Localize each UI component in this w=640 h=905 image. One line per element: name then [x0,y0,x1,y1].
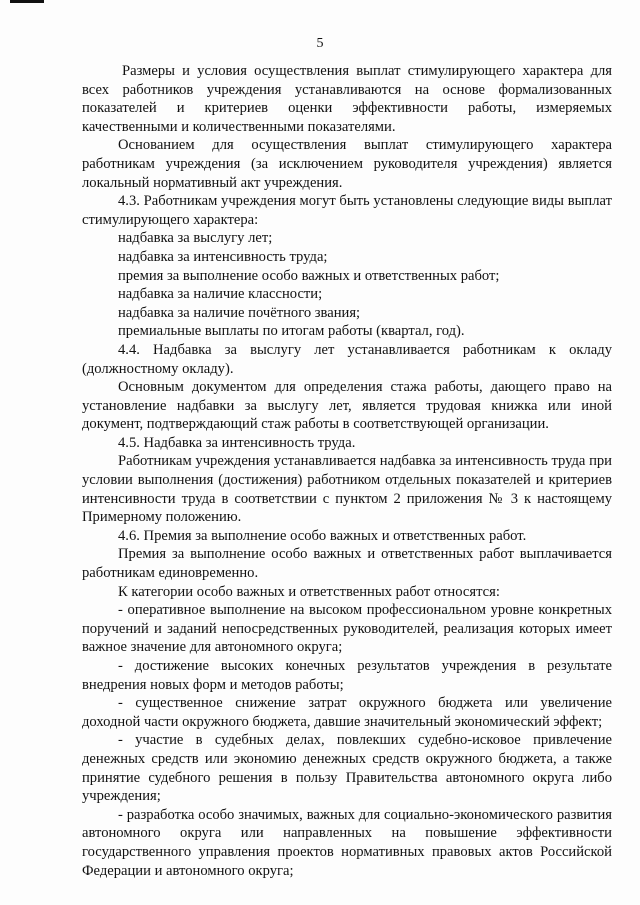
paragraph: 4.4. Надбавка за выслугу лет устанавливается работникам к окладу (должностному окладу). [82,341,612,377]
list-item: надбавка за интенсивность труда; [118,248,328,265]
paragraph: Премия за выполнение особо важных и ответственных работ выплачивается работникам единовременно. [82,546,612,582]
list-item: надбавка за наличие почётного звания; [118,304,361,321]
paragraph: 4.6. Премия за выполнение особо важных и ответственных работ. [118,527,527,544]
list-item: надбавка за наличие классности; [118,286,323,303]
paragraph: Размеры и условия осуществления выплат стимулирующего характера для всех работников учреждения устанавливаются на основе формализованных показателей и критериев оценки эффективности работы, измеряемых качественными и количественными показателями. [82,63,612,135]
scan-corner-mark [10,0,44,3]
paragraph: К категории особо важных и ответственных работ относятся: [118,583,500,600]
page-number: 5 [316,36,324,51]
paragraph: Работникам учреждения устанавливается надбавка за интенсивность труда при условии выполнения (достижения) работником отдельных показателей и критериев интенсивности труда в соответствии с пунктом 2 приложения № 3 к настоящему Примерному положению. [82,453,612,526]
list-item: - разработка особо значимых, важных для социально-экономического развития автономного округа или направленных на повышение эффективности государственного управления проектов нормативных правовых актов Российской Федерации и автономного округа; [82,806,612,879]
paragraph: 4.3. Работникам учреждения могут быть установлены следующие виды выплат стимулирующего характера: [82,193,612,228]
list-item: - существенное снижение затрат окружного бюджета или увеличение доходной части окружного бюджета, давшие значительный экономический эффект; [82,695,612,730]
list-item: - оперативное выполнение на высоком профессиональном уровне конкретных поручений и заданий непосредственных руководителей, реализация которых имеет важное значение для автономного округа; [82,602,612,656]
list-item: - участие в судебных делах, повлекших судебно-исковое привлечение денежных средств или экономию денежных средств окружного бюджета, а также принятие судебного решения в пользу Правительства автономного округа либо учреждения; [82,732,612,805]
paragraph: Основанием для осуществления выплат стимулирующего характера работникам учреждения (за исключением руководителя учреждения) является локальный нормативный акт учреждения. [82,137,612,191]
list-item: - достижение высоких конечных результатов учреждения в результате внедрения новых форм и методов работы; [82,658,612,693]
list-item: надбавка за выслугу лет; [118,230,273,247]
document-body [82,62,612,880]
list-item: премиальные выплаты по итогам работы (квартал, год). [118,323,465,340]
paragraph: 4.5. Надбавка за интенсивность труда. [118,434,356,451]
paragraph: Основным документом для определения стажа работы, дающего право на установление надбавки за выслугу лет, является трудовая книжка или иной документ, подтверждающий стаж работы в соответствующей организации. [82,379,612,433]
list-item: премия за выполнение особо важных и ответственных работ; [118,267,500,284]
